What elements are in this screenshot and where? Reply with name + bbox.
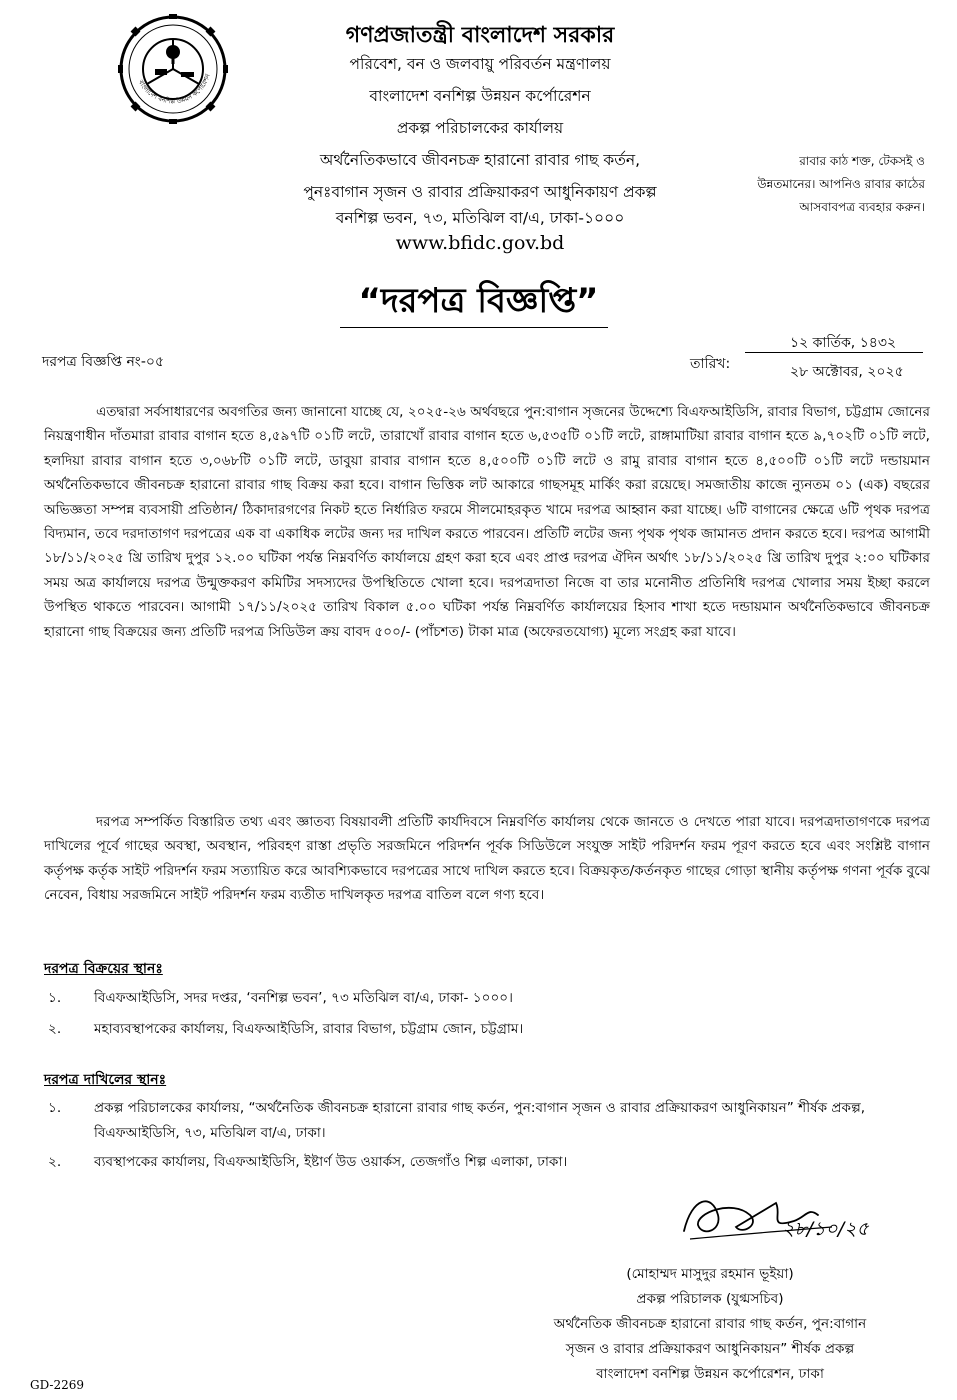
list-text: মহাব্যবস্থাপকের কার্যালয়, বিএফআইডিসি, রাবার বিভাগ, চট্টগ্রাম জোন, চট্টগ্রাম। <box>94 1021 524 1037</box>
slogan-line: উন্নতমানের। আপনিও রাবার কাঠের <box>757 177 925 191</box>
signatory-project-line1: অর্থনৈতিক জীবনচক্র হারানো রাবার গাছ কর্তন, পুন:বাগান <box>553 1316 867 1332</box>
slogan-line: আসবাবপত্র ব্যবহার করুন। <box>799 200 925 214</box>
list-number: ২. <box>48 1021 62 1037</box>
signatory-name: (মোহাম্মদ মাসুদুর রহমান ভূইয়া) <box>626 1266 794 1282</box>
date-divider <box>745 352 923 353</box>
project-name-line1: অর্থনৈতিকভাবে জীবনচক্র হারানো রাবার গাছ কর্তন, <box>319 151 641 169</box>
logo-ring-text: বাংলাদেশ বনশিল্প উন্নয়ন কর্পোরেশন <box>136 72 212 106</box>
list-number: ২. <box>48 1154 62 1170</box>
list-item <box>44 1096 930 1146</box>
sale-places-heading: দরপত্র বিক্রয়ের স্থানঃ <box>44 961 163 977</box>
corporation-name: বাংলাদেশ বনশিল্প উন্নয়ন কর্পোরেশন <box>369 87 591 105</box>
signatory-designation: প্রকল্প পরিচালক (যুগ্মসচিব) <box>636 1291 784 1307</box>
signatory-block <box>500 1262 920 1387</box>
list-number: ১. <box>48 990 62 1006</box>
handwritten-signature <box>672 1185 892 1255</box>
government-title: গণপ্রজাতন্ত্রী বাংলাদেশ সরকার <box>345 23 615 48</box>
list-item <box>44 1150 930 1175</box>
paragraph-text: দরপত্র সম্পর্কিত বিস্তারিত তথ্য এবং জ্ঞাতব্য বিষয়াবলী প্রতিটি কার্যদিবসে নিম্নবর্ণিত কার্যালয় থেকে জানতে ও দেখতে পারা যাবে। দরপত্রদাতাগণকে দরপত্র দাখিলের পূর্বে গাছের অবস্থা, অবস্থান, পরিবহণ রাস্তা প্রভৃতি সরজমিনে পরিদর্শন পূর্বক সিডিউলে সংযুক্ত সাইট পরিদর্শন ফরম পূরণ করতে হবে এবং সংশ্লিষ্ট বাগান কর্তৃপক্ষ কর্তৃক সাইট পরিদর্শন ফরম সত্যায়িত করে আবশ্যিকভাবে দরপত্রের সাথে দাখিল করতে হবে। বিক্রয়কৃত/কর্তনকৃত গাছের গোড়া স্থানীয় কর্তৃপক্ষ গণনা পূর্বক বুঝে নেবেন, বিধায় সরজমিনে সাইট পরিদর্শন ফরম ব্যতীত দাখিলকৃত দরপত্র বাতিল বলে গণ্য হবে। <box>44 814 930 904</box>
date-bangla-calendar: ১২ কার্তিক, ১৪৩২ <box>790 335 897 351</box>
ministry-name: পরিবেশ, বন ও জলবায়ু পরিবর্তন মন্ত্রণালয় <box>349 55 611 73</box>
date-label: তারিখ: <box>690 356 731 372</box>
office-name: প্রকল্প পরিচালকের কার্যালয় <box>396 119 564 137</box>
list-text: প্রকল্প পরিচালকের কার্যালয়, “অর্থনৈতিক জীবনচক্র হারানো রাবার গাছ কর্তন, পুন:বাগান সৃজন ও রাবার প্রক্রিয়াকরণ আধুনিকায়ন” শীর্ষক প্রকল্প, বিএফআইডিসি, ৭৩, মতিঝিল বা/এ, ঢাকা। <box>94 1100 866 1141</box>
date-gregorian: ২৮ অক্টোবর, ২০২৫ <box>790 364 904 380</box>
signature-date: ২৮/১০/২৫ <box>782 1218 869 1240</box>
list-number: ১. <box>48 1100 62 1116</box>
gd-code: GD-2269 <box>30 1378 85 1392</box>
website-link[interactable]: www.bfidc.gov.bd <box>395 232 565 254</box>
signatory-project-line2: সৃজন ও রাবার প্রক্রিয়াকরণ আধুনিকায়ন” শীর্ষক প্রকল্প <box>565 1341 855 1357</box>
signatory-organization: বাংলাদেশ বনশিল্প উন্নয়ন কর্পোরেশন, ঢাকা <box>596 1366 824 1382</box>
project-name-line2: পুনঃবাগান সৃজন ও রাবার প্রক্রিয়াকরণ আধুনিকায়ণ প্রকল্প <box>303 183 657 201</box>
submission-places-heading: দরপত্র দাখিলের স্থানঃ <box>44 1072 167 1088</box>
rubber-wood-slogan <box>700 150 925 219</box>
slogan-line: রাবার কাঠ শক্ত, টেকসই ও <box>799 154 925 168</box>
notice-title: “দরপত্র বিজ্ঞপ্তি” <box>358 281 599 321</box>
submission-places-list <box>44 1096 930 1175</box>
site-inspection-paragraph <box>44 810 930 908</box>
office-address: বনশিল্প ভবন, ৭৩, মতিঝিল বা/এ, ঢাকা-১০০০ <box>335 209 625 227</box>
sale-places-list <box>44 986 930 1042</box>
notice-number: দরপত্র বিজ্ঞপ্তি নং-০৫ <box>42 354 165 370</box>
paragraph-text: এতদ্বারা সর্বসাধারণের অবগতির জন্য জানানো যাচ্ছে যে, ২০২৫-২৬ অর্থবছরে পুন:বাগান সৃজনের উদ্দেশ্যে বিএফআইডিসি, রাবার বিভাগ, চট্টগ্রাম জোনের নিয়ন্ত্রণাধীন দাঁতমারা রাবার বাগান হতে ৪,৫৯৭টি ০১টি লটে, তারাখোঁ রাবার বাগান হতে ৬,৫৩৫টি ০১টি লটে, রাঙ্গামাটিয়া রাবার বাগান হতে ৯,৭০২টি ০১টি লটে, হলদিয়া রাবার বাগান হতে ৩,০৬৮টি ০১টি লটে, ডাবুয়া রাবার বাগান হতে ৪,৫০০টি ০১টি লটে ও রামু রাবার বাগান হতে ৪,৫০০টি ০১টি লটে দন্ডায়মান অর্থনৈতিকভাবে জীবনচক্র হারানো রাবার গাছ বিক্রয় করা হবে। বাগান ভিত্তিক লট আকারে গাছসমূহ মার্কিং করা রয়েছে। সমজাতীয় কাজে ন্যুনতম ০১ (এক) বছরের অভিজ্ঞতা সম্পন্ন ব্যবসায়ী প্রতিষ্ঠান/ ঠিকাদারগণের নিকট হতে নির্ধারিত ফরমে সীলমোহরকৃত খামে দরপত্র আহ্বান করা যাচ্ছে। ৬টি বাগানের ক্ষেত্রে ৬টি পৃথক দরপত্র বিদ্যমান, তবে দরদাতাগণ দরপত্রের এক বা একাধিক লটের জন্য দর দাখিল করতে পারবেন। প্রতিটি লটের জন্য পৃথক পৃথক জামানত প্রদান করতে হবে। দরপত্র আগামী ১৮/১১/২০২৫ খ্রি তারিখ দুপুর ১২.০০ ঘটিকা পর্যন্ত নিম্নবর্ণিত কার্যালয়ে গ্রহণ করা হবে এবং প্রাপ্ত দরপত্র ঐদিন অর্থাৎ ১৮/১১/২০২৫ খ্রি তারিখ দুপুর ২:০০ ঘটিকার সময় অত্র কার্যালয়ে দরপত্র উন্মুক্তকরণ কমিটির সদস্যদের উপস্থিতিতে খোলা হবে। দরপত্রদাতা নিজে বা তার মনোনীত প্রতিনিধি দরপত্র খোলার সময় ইচ্ছা করলে উপস্থিত থাকতে পারবেন। আগামী ১৭/১১/২০২৫ তারিখ বিকাল ৫.০০ ঘটিকা পর্যন্ত নিম্নবর্ণিত কার্যালয়ের হিসাব শাখা হতে দন্ডায়মান অর্থনৈতিকভাবে জীবনচক্র হারানো গাছ বিক্রয়ের জন্য প্রতিটি দরপত্র সিডিউল ক্রয় বাবদ ৫০০/- (পাঁচশত) টাকা মাত্র (অফেরতযোগ্য) মূল্যে সংগ্রহ করা যাবে। <box>44 404 930 640</box>
list-item <box>44 986 930 1011</box>
list-item <box>44 1017 930 1042</box>
title-underline <box>340 327 608 328</box>
tender-details-paragraph <box>44 400 930 644</box>
list-text: বিএফআইডিসি, সদর দপ্তর, ‘বনশিল্প ভবন’, ৭৩ মতিঝিল বা/এ, ঢাকা- ১০০০। <box>94 990 513 1006</box>
list-text: ব্যবস্থাপকের কার্যালয়, বিএফআইডিসি, ইষ্টার্ণ উড ওয়ার্কস, তেজগাঁও শিল্প এলাকা, ঢাকা। <box>94 1154 568 1170</box>
